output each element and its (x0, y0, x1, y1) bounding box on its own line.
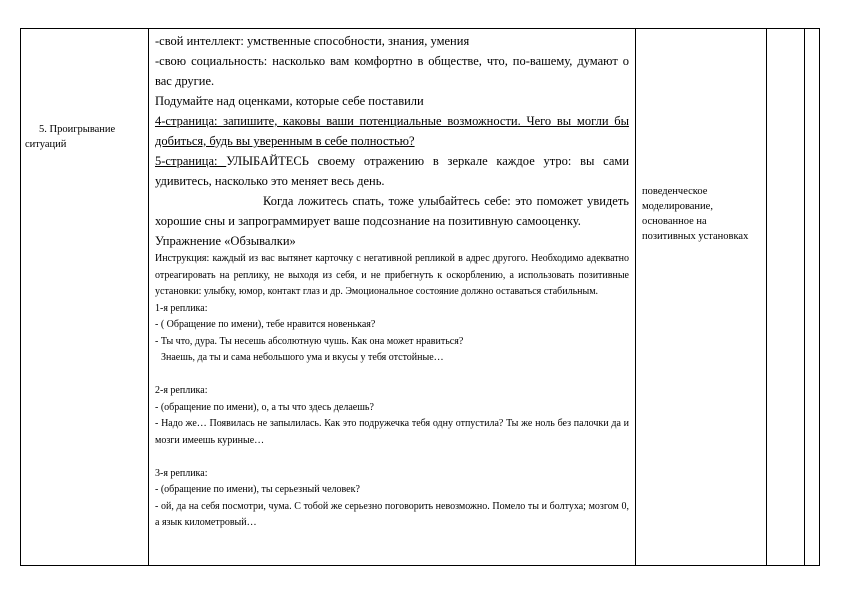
page5-task (155, 151, 629, 191)
situation-cell (21, 29, 149, 566)
page5-lead: 5-страница: (155, 154, 227, 168)
content-cell (149, 29, 636, 566)
situation-title-cont: ситуаций (25, 139, 67, 150)
replica-2-line: - Надо же… Появилась не запылилась. Как это подружечка тебя одну отпустила? Ты же ноль без палочки да и мозги имеешь куриные… (155, 418, 629, 446)
replica-1-line: - ( Обращение по имени), тебе нравится новенькая? (155, 319, 376, 330)
replica-1-line: - Ты что, дура. Ты несешь абсолютную чушь. Как она может нравиться? (155, 335, 464, 347)
bedtime-advice: Когда ложитесь спать, тоже улыбайтесь себе: это поможет увидеть хорошие сны и запрограммирует ваше подсознание на позитивную самооценку. (155, 194, 629, 228)
lesson-plan-table (20, 28, 820, 566)
situation-title: 5. Проигрывание (39, 124, 116, 135)
page4-task: 4-страница: запишите, каковы ваши потенциальные возможности. Чего вы могли бы добиться, будь вы уверенным в себе полностью? (155, 114, 629, 148)
page5-text: УЛЫБАЙТЕСЬ своему отражению в зеркале каждое утро: вы сами удивитесь, насколько это меняет весь день. (155, 154, 630, 188)
replica-3-line: - (обращение по имени), ты серьезный человек? (155, 484, 360, 495)
empty-cell (767, 29, 805, 566)
method-cell (636, 29, 767, 566)
replica-1-title: 1-я реплика: (155, 302, 208, 314)
spacer (155, 367, 629, 384)
exercise-title: Упражнение «Обзывалки» (155, 234, 296, 248)
reflect-line: Подумайте над оценками, которые себе поставили (155, 94, 424, 108)
replica-3-title: 3-я реплика: (155, 467, 208, 479)
instruction-text: Инструкция: каждый из вас вытянет карточку с негативной репликой в адрес другого. Необходимо адекватно отреагировать на реплику, не выходя из себя, и не прибегнуть к оскорблению, а использовать позитивные установки: улыбку, юмор, контакт глаз и др. Эмоциональное состояние должно оставаться стабильным. (155, 253, 629, 297)
spacer (155, 449, 629, 466)
replica-2-line: - (обращение по имени), о, а ты что здесь делаешь? (155, 401, 374, 413)
sociality-line: -свою социальность: насколько вам комфортно в обществе, что, по-вашему, думают о вас другие. (155, 54, 629, 88)
replica-1-line: Знаешь, да ты и сама небольшого ума и вкусы у тебя отстойные… (161, 352, 444, 363)
replica-3-line: - ой, да на себя посмотри, чума. С тобой же серьезно поговорить невозможно. Помело ты и болтуха; мозгом 0, а язык километровый… (155, 500, 629, 528)
method-text: поведенческое моделирование, основанное на позитивных установках (642, 186, 749, 242)
intellect-line: -свой интеллект: умственные способности, знания, умения (155, 34, 470, 48)
table-row (21, 29, 820, 566)
empty-cell (805, 29, 820, 566)
replica-2-title: 2-я реплика: (155, 385, 208, 396)
